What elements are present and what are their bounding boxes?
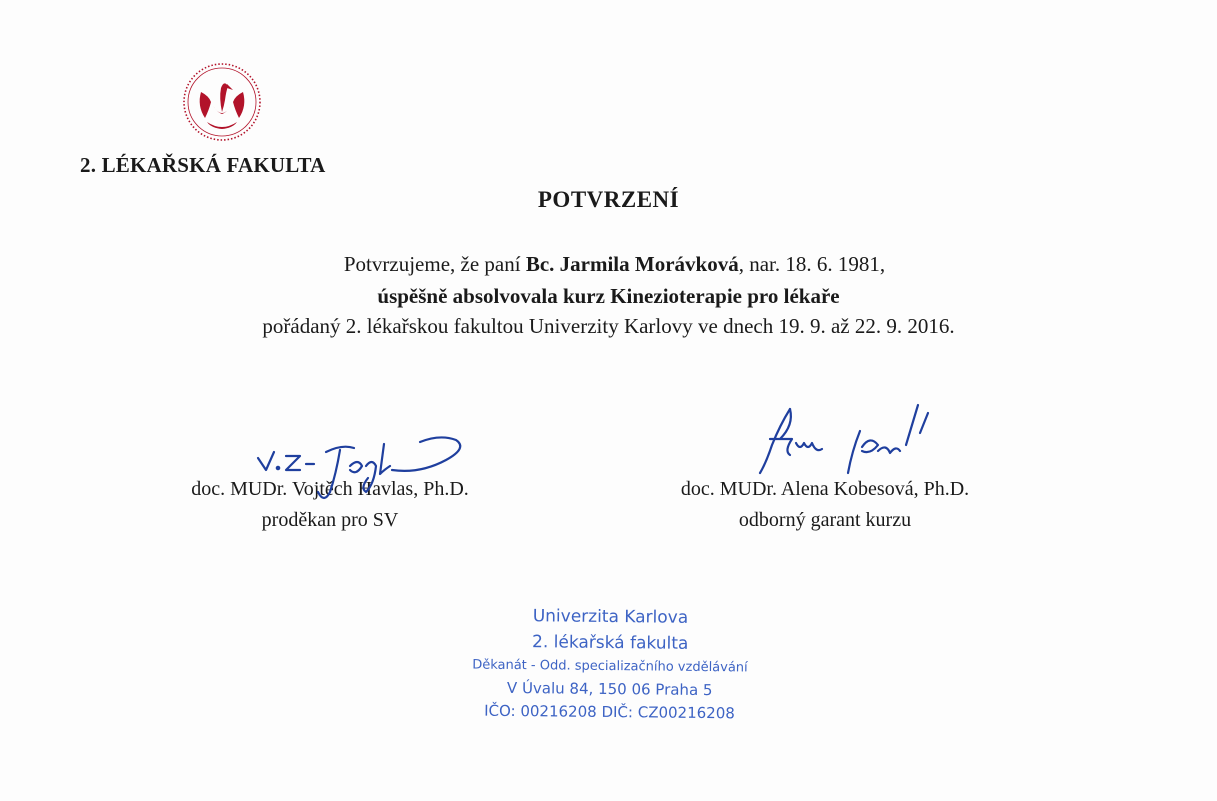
university-seal-logo (181, 62, 263, 142)
line1-prefix: Potvrzujeme, že paní (343, 252, 526, 276)
handwritten-signature-left (250, 430, 480, 510)
signatory-left-name: doc. MUDr. Vojtěch Havlas, Ph.D. (191, 478, 469, 500)
stamp-faculty: 2. lékařská fakulta (531, 632, 689, 654)
handwritten-signature-right (750, 395, 950, 485)
faculty-name: 2. LÉKAŘSKÁ FAKULTA (80, 153, 326, 177)
confirmation-line-2: úspěšně absolvovala kurz Kinezioterapie pro lékaře (377, 284, 840, 308)
line1-suffix: , nar. 18. 6. 1981, (738, 252, 886, 276)
stamp-department: Děkanát - Odd. specializačního vzdělávání (472, 657, 748, 676)
document-title: POTVRZENÍ (537, 187, 680, 212)
confirmation-line-3: pořádaný 2. lékařskou fakultou Univerzity Karlovy ve dnech 19. 9. až 22. 9. 2016. (262, 314, 955, 338)
signatory-right-name: doc. MUDr. Alena Kobesová, Ph.D. (680, 478, 970, 500)
stamp-university: Univerzita Karlova (532, 606, 689, 628)
stamp-address: V Úvalu 84, 150 06 Praha 5 (506, 678, 713, 700)
recipient-name: Bc. Jarmila Morávková (525, 252, 739, 276)
stamp-tax-ids: IČO: 00216208 DIČ: CZ00216208 (484, 701, 735, 723)
institution-stamp (399, 602, 820, 726)
signatory-right-role: odborný garant kurzu (738, 509, 912, 531)
signatory-left-role: proděkan pro SV (261, 509, 399, 531)
confirmation-line-1 (0, 252, 1217, 277)
